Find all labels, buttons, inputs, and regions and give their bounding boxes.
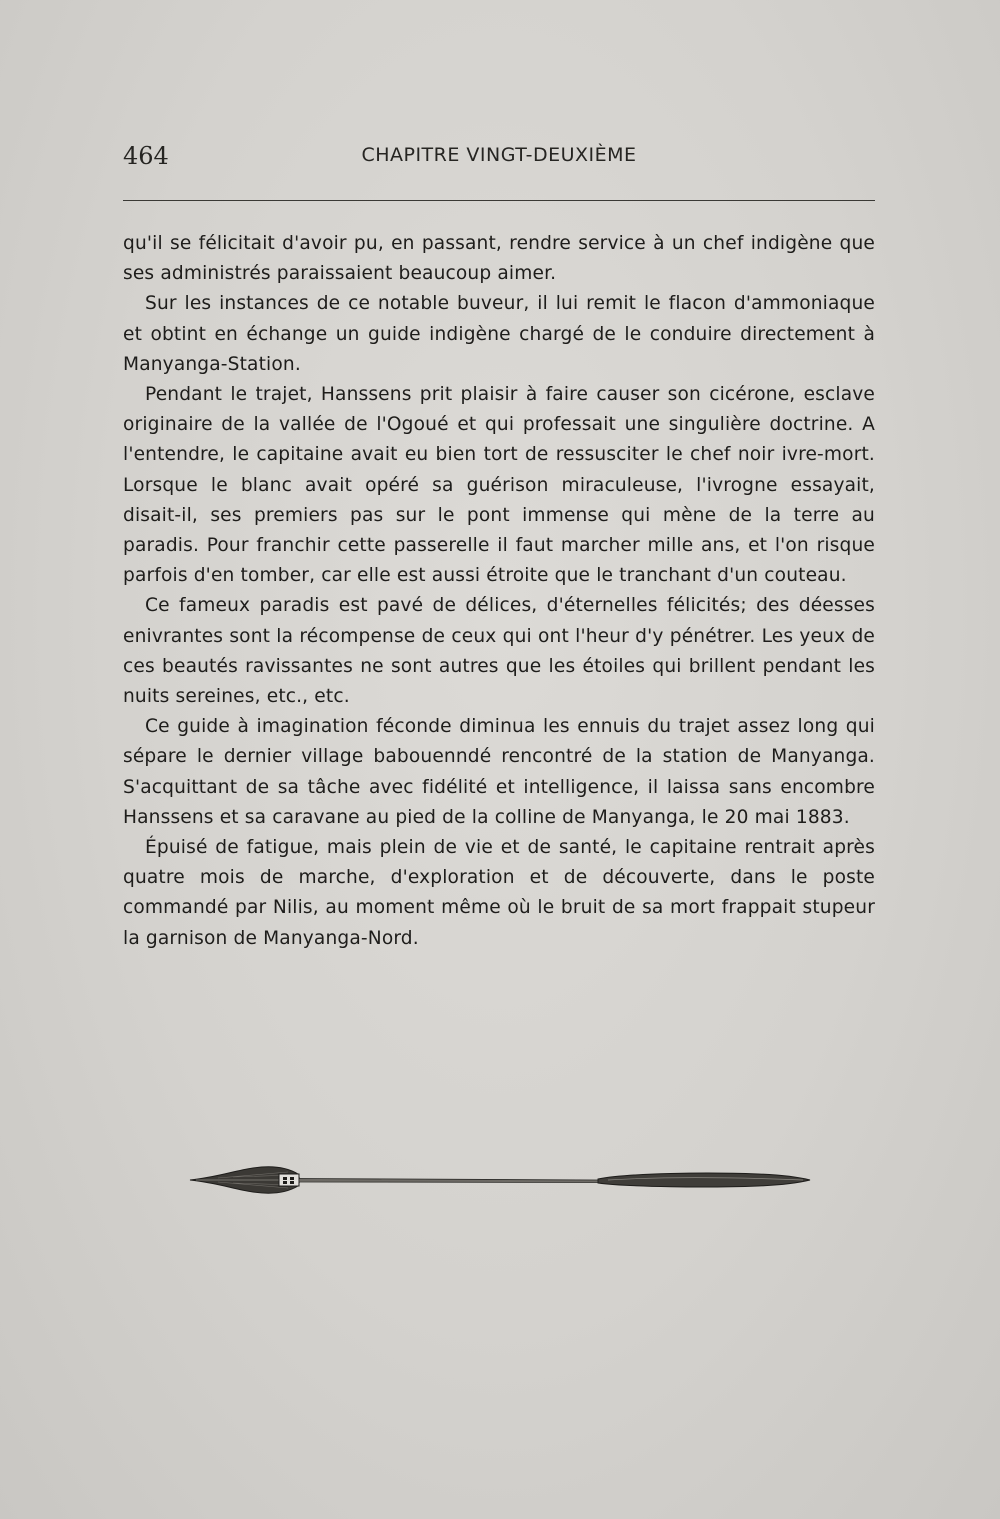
page-number: 464 [123, 142, 169, 170]
spear-binding [279, 1174, 299, 1186]
running-title: CHAPITRE VINGT-DEUXIÈME [361, 144, 637, 166]
paragraph-2: Sur les instances de ce notable buveur, il lui remit le flacon d'ammoniaque et obtint en échange un guide indigène chargé de le conduire directement à Manyanga-Station. [123, 293, 875, 375]
spear-illustration [188, 1160, 812, 1200]
paragraph-1: qu'il se félicitait d'avoir pu, en passant, rendre service à un chef indigène que ses administrés paraissaient beaucoup aimer. [123, 233, 875, 285]
spear-shaft [299, 1179, 600, 1183]
paragraph-3: Pendant le trajet, Hanssens prit plaisir à faire causer son cicérone, esclave originaire de la vallée de l'Ogoué et qui professait une singulière doctrine. A l'entendre, le capitaine avait eu bien tort de ressusciter le chef noir ivre-mort. Lorsque le blanc avait opéré sa guérison miraculeuse, l'ivrogne essayait, disait-il, ses premiers pas sur le pont immense qui mène de la terre au paradis. Pour franchir cette passerelle il faut marcher mille ans, et l'on risque parfois d'en tomber, car elle est aussi étroite que le tranchant d'un couteau. [123, 384, 875, 587]
spear-butt [598, 1173, 810, 1187]
page-header [123, 140, 875, 176]
header-rule [123, 200, 875, 201]
paragraph-6: Épuisé de fatigue, mais plein de vie et de santé, le capitaine rentrait après quatre mois de marche, d'exploration et de découverte, dans le poste commandé par Nilis, au moment même où le bruit de sa mort frappait stupeur la garnison de Manyanga-Nord. [123, 837, 875, 949]
paragraph-5: Ce guide à imagination féconde diminua les ennuis du trajet assez long qui sépare le dernier village babouenndé rencontré de la station de Manyanga. S'acquittant de sa tâche avec fidélité et intelligence, il laissa sans encombre Hanssens et sa caravane au pied de la colline de Manyanga, le 20 mai 1883. [123, 716, 875, 828]
paragraph-4: Ce fameux paradis est pavé de délices, d'éternelles félicités; des déesses enivrantes sont la récompense de ceux qui ont l'heur d'y pénétrer. Les yeux de ces beautés ravissantes ne sont autres que les étoiles qui brillent pendant les nuits sereines, etc., etc. [123, 595, 875, 708]
body-text [123, 229, 875, 954]
